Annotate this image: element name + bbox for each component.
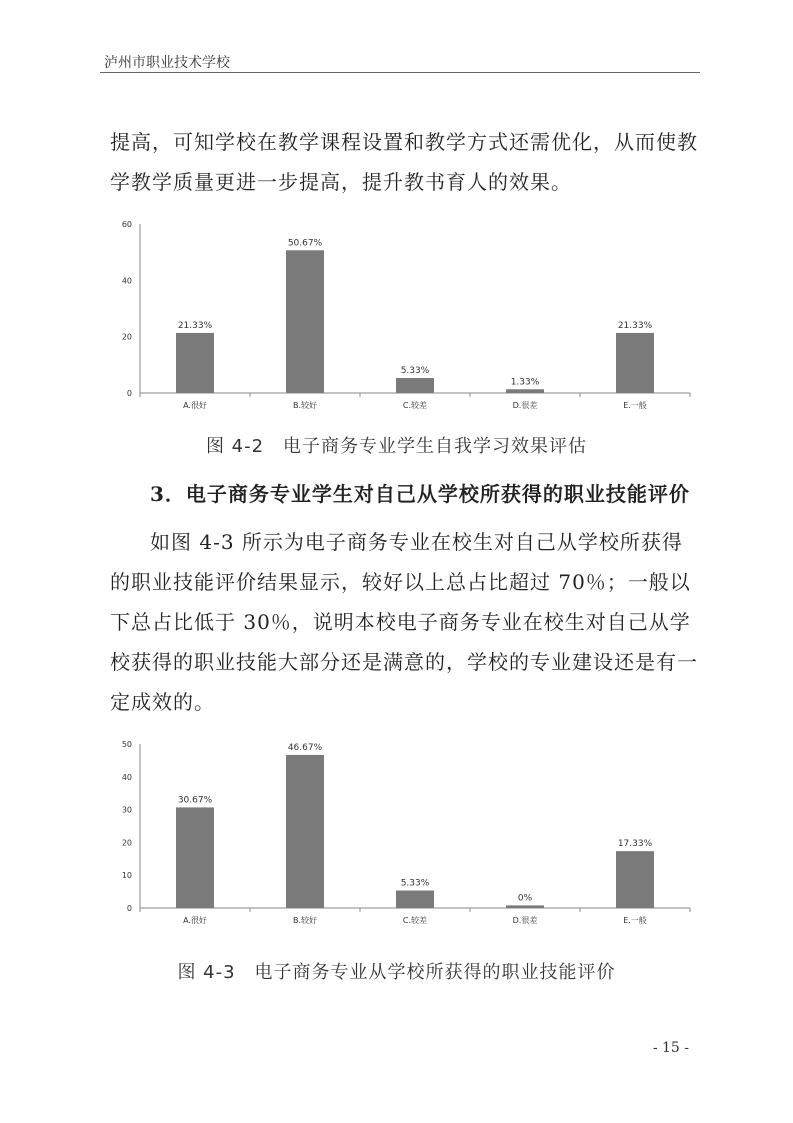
- header-rule: [100, 72, 700, 73]
- category-label: A.很好: [183, 401, 207, 410]
- data-label: 1.33%: [510, 377, 540, 388]
- chart-self-learning-svg: [110, 212, 700, 417]
- data-label: 5.33%: [400, 878, 430, 889]
- category-label: E.一般: [623, 916, 647, 925]
- category-label: B.较好: [292, 916, 318, 925]
- y-tick-label: 0: [126, 389, 132, 398]
- category-label: C.较差: [402, 916, 428, 925]
- y-tick-label: 50: [121, 740, 132, 749]
- data-label: 5.33%: [400, 365, 430, 376]
- data-label: 0%: [517, 893, 533, 904]
- y-tick-label: 20: [121, 332, 132, 342]
- page-number: - 15 -: [652, 1040, 689, 1056]
- category-label: A.很好: [183, 916, 207, 925]
- bar: [176, 333, 214, 393]
- bar: [506, 905, 544, 908]
- y-tick-label: 0: [126, 904, 132, 913]
- y-tick-label: 20: [121, 838, 132, 848]
- category-label: C.较差: [402, 401, 428, 410]
- category-label: D.很差: [512, 401, 538, 410]
- category-label: B.较好: [292, 401, 318, 410]
- chart-skill-evaluation-svg: [110, 732, 700, 932]
- bar: [616, 333, 654, 393]
- data-label: 21.33%: [617, 320, 653, 331]
- bar: [396, 891, 434, 908]
- bar: [506, 389, 544, 393]
- y-tick-label: 40: [121, 276, 132, 286]
- data-label: 17.33%: [617, 839, 653, 850]
- y-tick-label: 40: [121, 772, 132, 782]
- bar: [286, 755, 324, 908]
- chart-self-learning: [110, 212, 700, 417]
- data-label: 46.67%: [287, 742, 323, 753]
- data-label: 50.67%: [287, 238, 323, 249]
- bar: [616, 851, 654, 908]
- category-label: D.很差: [512, 916, 538, 925]
- y-tick-label: 30: [121, 805, 132, 815]
- figure-caption-4-3: 图 4-3 电子商务专业从学校所获得的职业技能评价: [177, 962, 616, 983]
- section-heading: 3．电子商务专业学生对自己从学校所获得的职业技能评价: [150, 482, 690, 506]
- paragraph-intro: 提高，可知学校在教学课程设置和教学方式还需优化，从而使教学教学质量更进一步提高，提升教书育人的效果。: [110, 130, 698, 194]
- data-label: 30.67%: [177, 795, 213, 806]
- figure-caption-4-2: 图 4-2 电子商务专业学生自我学习效果评估: [205, 436, 588, 457]
- category-label: E.一般: [623, 401, 647, 410]
- chart-skill-evaluation: [110, 732, 700, 932]
- bar: [286, 250, 324, 393]
- header-school-name: 泸州市职业技术学校: [104, 55, 230, 71]
- bar: [396, 378, 434, 393]
- bar: [176, 807, 214, 908]
- y-tick-label: 10: [121, 871, 132, 881]
- y-tick-label: 60: [121, 220, 132, 229]
- data-label: 21.33%: [177, 320, 213, 331]
- paragraph-analysis: 如图 4-3 所示为电子商务专业在校生对自己从学校所获得的职业技能评价结果显示，较好以上总占比超过 70％；一般以下总占比低于 30％，说明本校电子商务专业在校生对自己从学校获得的职业技能大部分还是满意的，学校的专业建设还是有一定成效的。: [110, 530, 698, 714]
